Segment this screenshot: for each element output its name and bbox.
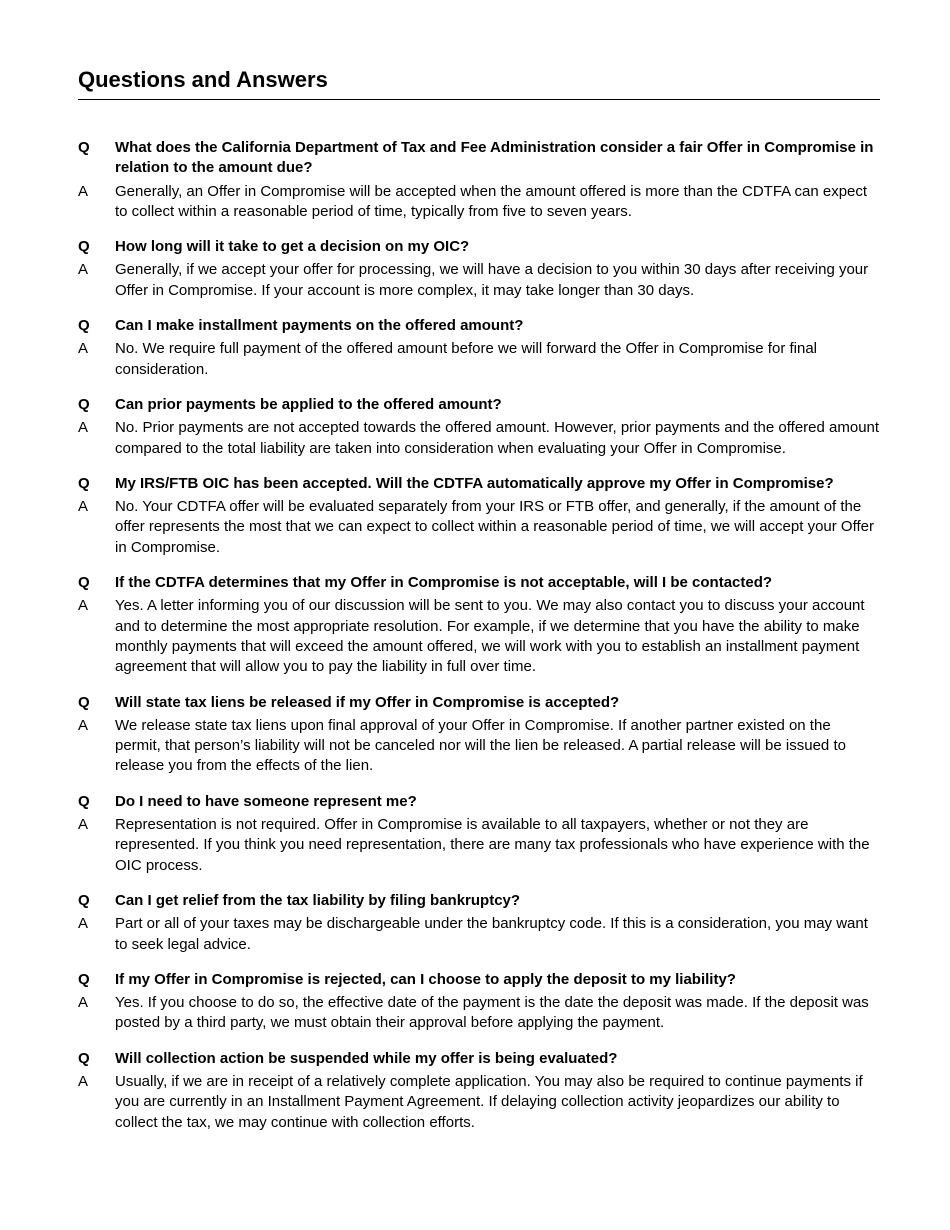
answer-text: Yes. A letter informing you of our discussion will be sent to you. We may also contact you to discuss your account and to determine the most appropriate resolution. For example, if we determine that you have the ability to make monthly payments that will exceed the amount offered, we will work with you to establish an installment payment agreement that will allow you to pay the liability in full over time. [115, 597, 865, 676]
answer-marker: A [78, 597, 89, 615]
question-text: What does the California Department of Tax and Fee Administration consider a fair Offer in Compromise in relation to the amount due? [115, 139, 874, 177]
question-text: Can I make installment payments on the offered amount? [115, 317, 524, 335]
answer-row [78, 596, 880, 677]
qa-item-fair-offer [78, 138, 880, 222]
question-row [78, 891, 880, 911]
question-row [78, 1049, 880, 1069]
answer-text: Generally, an Offer in Compromise will be accepted when the amount offered is more than the CDTFA can expect to collect within a reasonable period of time, typically from five to seven years. [115, 182, 868, 220]
question-text: If the CDTFA determines that my Offer in Compromise is not acceptable, will I be contacted? [115, 574, 773, 592]
answer-text: No. Prior payments are not accepted towards the offered amount. However, prior payments and the offered amount compared to the total liability are taken into consideration when evaluating your Offer in Compromise. [115, 419, 880, 457]
question-marker: Q [78, 474, 90, 492]
question-row [78, 792, 880, 812]
question-text: Will collection action be suspended while my offer is being evaluated? [115, 1049, 618, 1067]
question-row [78, 970, 880, 990]
answer-text: Generally, if we accept your offer for processing, we will have a decision to you within 30 days after receiving your Offer in Compromise. If your account is more complex, it may take longer than 30 days. [115, 261, 869, 299]
qa-item-decision-time [78, 237, 880, 301]
page-title: Questions and Answers [78, 66, 880, 100]
question-marker: Q [78, 970, 90, 988]
question-text: How long will it take to get a decision on my OIC? [115, 238, 470, 256]
question-row [78, 138, 880, 179]
question-text: If my Offer in Compromise is rejected, can I choose to apply the deposit to my liability? [115, 970, 736, 988]
question-row [78, 474, 880, 494]
question-marker: Q [78, 317, 90, 335]
qa-item-representation [78, 792, 880, 876]
question-marker: Q [78, 574, 90, 592]
question-row [78, 395, 880, 415]
question-marker: Q [78, 395, 90, 413]
question-text: Will state tax liens be released if my Offer in Compromise is accepted? [115, 693, 620, 711]
qa-item-irs-ftb-oic [78, 474, 880, 558]
answer-marker: A [78, 498, 89, 516]
answer-row [78, 418, 880, 459]
answer-marker: A [78, 261, 89, 279]
qa-item-installment-payments [78, 316, 880, 380]
answer-row [78, 339, 880, 380]
answer-text: We release state tax liens upon final approval of your Offer in Compromise. If another partner existed on the permit, that person’s liability will not be canceled nor will the lien be released. A partial release will be issued to release you from the effects of the lien. [115, 716, 846, 775]
answer-marker: A [78, 915, 89, 933]
answer-row [78, 815, 880, 876]
answer-row [78, 914, 880, 955]
question-text: Can prior payments be applied to the offered amount? [115, 395, 502, 413]
answer-marker: A [78, 994, 89, 1012]
question-marker: Q [78, 1049, 90, 1067]
answer-text: No. We require full payment of the offered amount before we will forward the Offer in Compromise for final consideration. [115, 340, 817, 378]
question-row [78, 316, 880, 336]
question-marker: Q [78, 238, 90, 256]
question-row [78, 693, 880, 713]
answer-row [78, 497, 880, 558]
question-row [78, 573, 880, 593]
answer-row [78, 182, 880, 223]
answer-marker: A [78, 816, 89, 834]
answer-text: Yes. If you choose to do so, the effective date of the payment is the date the deposit was made. If the deposit was posted by a third party, we must obtain their approval before applying the payment. [115, 994, 869, 1032]
answer-row [78, 993, 880, 1034]
question-marker: Q [78, 792, 90, 810]
question-marker: Q [78, 693, 90, 711]
qa-item-not-acceptable [78, 573, 880, 677]
answer-row [78, 716, 880, 777]
question-marker: Q [78, 891, 90, 909]
qa-item-bankruptcy [78, 891, 880, 955]
qa-item-prior-payments [78, 395, 880, 459]
question-marker: Q [78, 139, 90, 156]
answer-marker: A [78, 716, 89, 734]
qa-item-tax-liens [78, 693, 880, 777]
question-text: Can I get relief from the tax liability by filing bankruptcy? [115, 891, 521, 909]
answer-marker: A [78, 1072, 89, 1090]
answer-text: Representation is not required. Offer in Compromise is available to all taxpayers, whether or not they are represented. If you think you need representation, there are many tax professionals who have experience with the OIC process. [115, 816, 870, 874]
question-text: Do I need to have someone represent me? [115, 792, 417, 810]
answer-text: Usually, if we are in receipt of a relatively complete application. You may also be required to continue payments if you are currently in an Installment Payment Agreement. If delaying collection activity jeopardizes our ability to collect the tax, we may continue with collection efforts. [115, 1072, 863, 1131]
question-row [78, 237, 880, 257]
answer-marker: A [78, 419, 89, 437]
qa-item-collection-action [78, 1049, 880, 1133]
answer-marker: A [78, 182, 89, 200]
qa-item-deposit [78, 970, 880, 1034]
answer-text: Part or all of your taxes may be dischargeable under the bankruptcy code. If this is a consideration, you may want to seek legal advice. [115, 915, 868, 953]
question-text: My IRS/FTB OIC has been accepted. Will the CDTFA automatically approve my Offer in Compromise? [115, 474, 834, 492]
answer-marker: A [78, 340, 89, 358]
answer-row [78, 1072, 880, 1133]
answer-row [78, 260, 880, 301]
answer-text: No. Your CDTFA offer will be evaluated separately from your IRS or FTB offer, and generally, if the amount of the offer represents the most that we can expect to collect within a reasonable period of time, we will accept your Offer in Compromise. [115, 498, 874, 556]
qa-list [78, 138, 880, 1133]
